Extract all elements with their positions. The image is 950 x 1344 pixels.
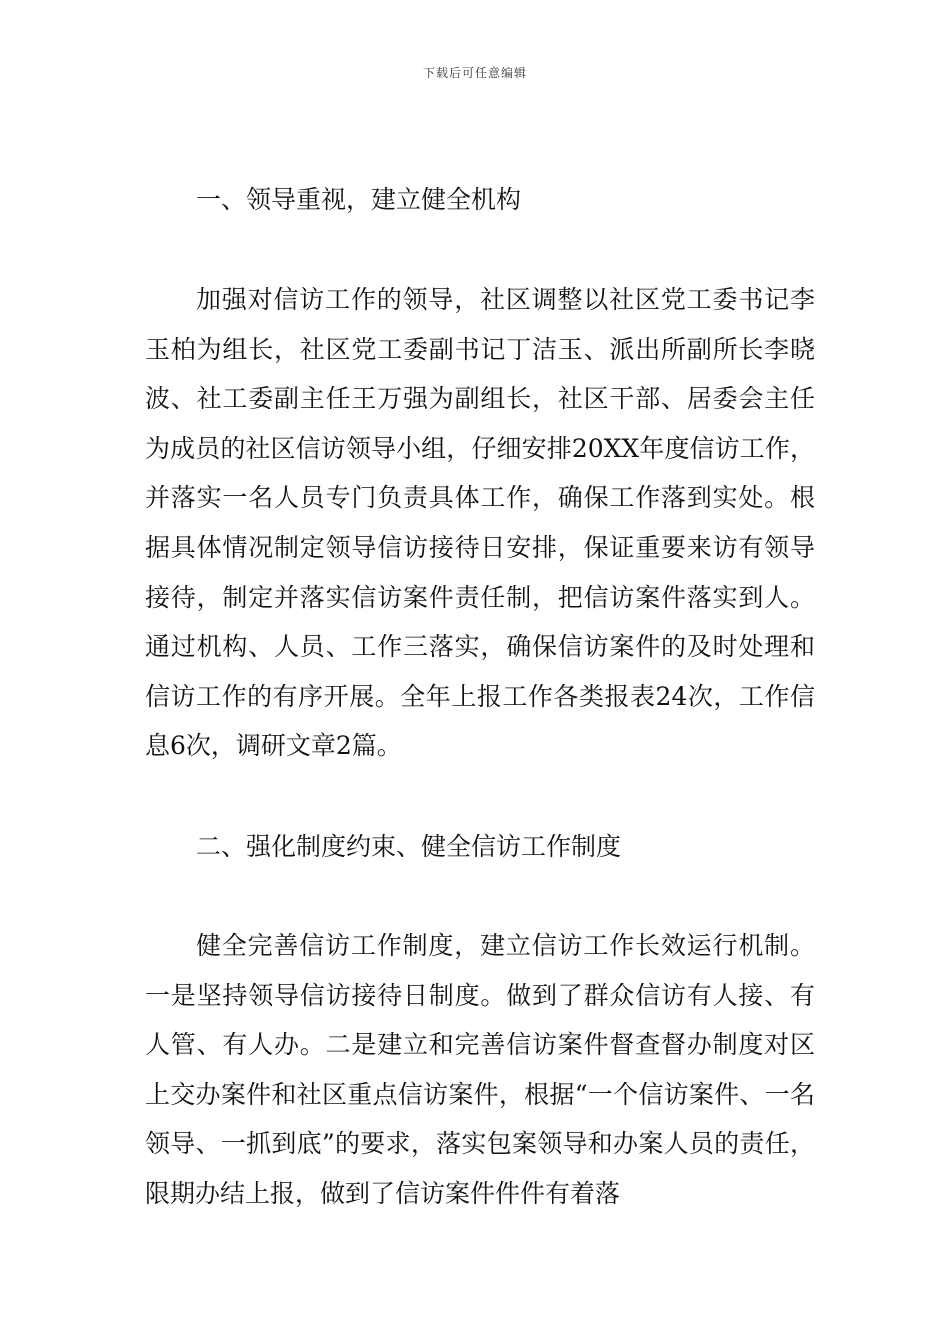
section-heading-2: 二、强化制度约束、健全信访工作制度 xyxy=(196,832,622,861)
section-paragraph-1: 加强对信访工作的领导，社区调整以社区党工委书记李玉柏为组长，社区党工委副书记丁洁玉、派出所副所长李晓波、社工委副主任王万强为副组长，社区干部、居委会主任为成员的社区信访领导小组，仔细安排20XX年度信访工作，并落实一名人员专门负责具体工作，确保工作落到实处。根据具体情况制定领导信访接待日安排，保证重要来访有领导接待，制定并落实信访案件责任制，把信访案件落实到人。通过机构、人员、工作三落实，确保信访案件的及时处理和信访工作的有序开展。全年上报工作各类报表24次，工作信息6次，调研文章2篇。 xyxy=(145,285,815,761)
section-paragraph-2: 健全完善信访工作制度，建立信访工作长效运行机制。一是坚持领导信访接待日制度。做到了群众信访有人接、有人管、有人办。二是建立和完善信访案件督查督办制度对区上交办案件和社区重点信访案件，根据“一个信访案件、一名领导、一抓到底”的要求，落实包案领导和办案人员的责任，限期办结上报，做到了信访案件件件有着落 xyxy=(145,931,815,1208)
header-note: 下载后可任意编辑 xyxy=(422,66,527,80)
section-heading-1: 一、领导重视，建立健全机构 xyxy=(196,185,522,214)
